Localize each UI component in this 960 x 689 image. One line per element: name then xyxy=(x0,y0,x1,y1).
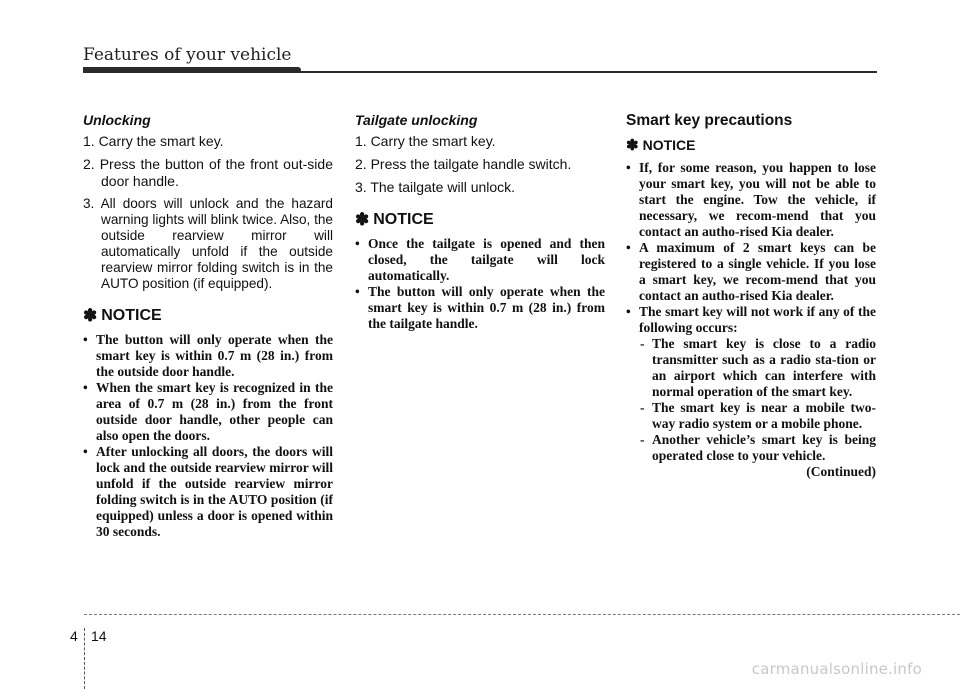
precaution-item xyxy=(626,304,876,464)
chapter-number: 4 xyxy=(70,628,78,644)
page-number: 14 xyxy=(91,628,107,644)
notice-item: • The button will only operate when the smart key is within 0.7 m (28 in.) from the tailgate handle. xyxy=(355,284,605,332)
precaution-sublist xyxy=(639,336,876,464)
precaution-subitem: - The smart key is close to a radio transmitter such as a radio sta-tion or an airport which can interfere with normal operation of the smart key. xyxy=(639,336,876,400)
precaution-item-text: The smart key will not work if any of the following occurs: xyxy=(639,304,876,335)
precaution-item: • A maximum of 2 smart keys can be registered to a single vehicle. If you lose a smart key, we recom-mend that you contact an autho-rised Kia dealer. xyxy=(626,240,876,304)
precaution-item: • If, for some reason, you happen to lose your smart key, you will not be able to start the engine. Tow the vehicle, if necessary, we recom-mend that you contact an autho-rised Kia dealer. xyxy=(626,160,876,240)
column-precautions xyxy=(626,112,876,480)
notice-item: • Once the tailgate is opened and then closed, the tailgate will lock automatically. xyxy=(355,236,605,284)
notice-label: NOTICE xyxy=(642,137,696,153)
notice-heading xyxy=(355,210,605,230)
notice-item: • After unlocking all doors, the doors will lock and the outside rearview mirror will unfold if the outside rearview mirror folding switch is in the AUTO position (if equipped) unless a door is opened within 30 seconds. xyxy=(83,444,333,540)
precaution-subitem: - The smart key is near a mobile two-way radio system or a mobile phone. xyxy=(639,400,876,432)
notice-star-icon: ✽ xyxy=(355,210,370,229)
step-item: 2. Press the tailgate handle switch. xyxy=(355,156,572,172)
step-item: 3. The tailgate will unlock. xyxy=(355,179,516,195)
footer-rule xyxy=(84,614,960,615)
subhead-unlocking: Unlocking xyxy=(83,112,151,128)
tailgate-steps xyxy=(355,133,605,196)
notice-list xyxy=(83,332,333,540)
column-unlocking xyxy=(83,112,333,540)
notice-star-icon: ✽ xyxy=(83,306,98,325)
subhead-tailgate: Tailgate unlocking xyxy=(355,112,478,128)
notice-item: • The button will only operate when the smart key is within 0.7 m (28 in.) from the outside door handle. xyxy=(83,332,333,380)
unlocking-steps xyxy=(83,133,333,292)
notice-list xyxy=(355,236,605,332)
step-item: 1. Carry the smart key. xyxy=(83,133,224,149)
step-item: 3. All doors will unlock and the hazard warning lights will blink twice. Also, the outside rearview mirror will automatically unfold if the outside rearview mirror folding switch is in the AUTO position (if equipped). xyxy=(83,196,333,291)
precautions-list xyxy=(626,160,876,464)
precaution-subitem: - Another vehicle’s smart key is being operated close to your vehicle. xyxy=(639,432,876,464)
notice-item: • When the smart key is recognized in the area of 0.7 m (28 in.) from the front outside door handle, other people can also open the doors. xyxy=(83,380,333,444)
notice-label: NOTICE xyxy=(373,211,434,228)
column-tailgate xyxy=(355,112,605,332)
continued-label: (Continued) xyxy=(806,464,876,479)
notice-star-icon: ✽ xyxy=(626,137,639,154)
footer-divider xyxy=(84,628,85,689)
step-item: 2. Press the button of the front out-side door handle. xyxy=(83,156,333,189)
header-title: Features of your vehicle xyxy=(83,45,292,65)
section-title: Smart key precautions xyxy=(626,112,793,129)
notice-heading xyxy=(83,306,333,326)
step-item: 1. Carry the smart key. xyxy=(355,133,496,149)
header-rule xyxy=(83,71,877,73)
notice-label: NOTICE xyxy=(101,307,162,324)
notice-heading xyxy=(626,136,876,154)
watermark: carmanualsonline.info xyxy=(751,660,922,678)
